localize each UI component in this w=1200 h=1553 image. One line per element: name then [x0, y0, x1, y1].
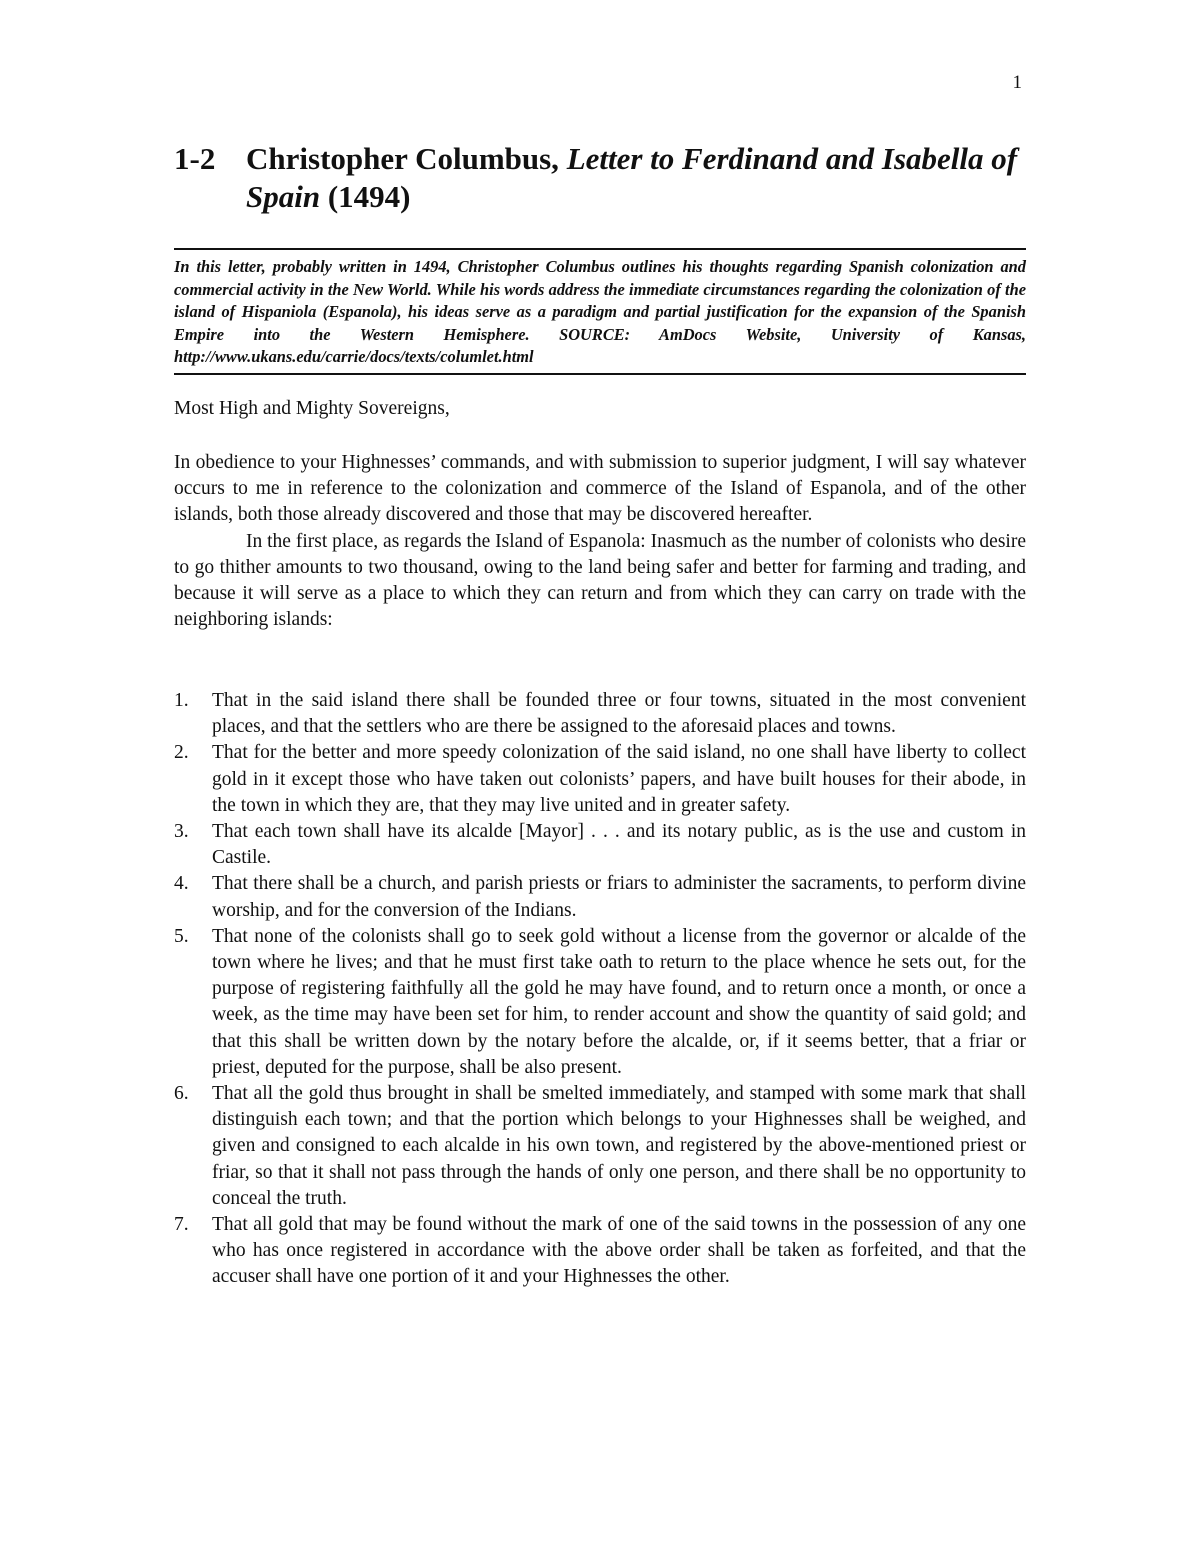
title-year: (1494): [327, 179, 411, 214]
page-number: 1: [1012, 72, 1022, 93]
title-number: 1-2: [174, 141, 216, 176]
list-item: [174, 819, 1026, 871]
list-item-text: That each town shall have its alcalde [Mayor] . . . and its notary public, as is the use and custom in Castile.: [212, 821, 1026, 869]
list-item-number: 4.: [174, 873, 189, 895]
title-text: [246, 140, 1034, 216]
list-item-text: That all the gold thus brought in shall be smelted immediately, and stamped with some mark that shall distinguish each town; and that the portion which belongs to your Highnesses shall be weighed, and given and consigned to each alcalde in his own town, and registered by the above-mentioned priest or friar, so that it shall not pass through the hands of only one person, and there shall be no opportunity to conceal the truth.: [212, 1083, 1026, 1209]
title-work: Letter to Ferdinand and Isabella of Spain: [246, 141, 1018, 214]
list-item-number: 7.: [174, 1214, 189, 1236]
chapter-title: [174, 140, 1034, 216]
list-item-text: That there shall be a church, and parish priests or friars to administer the sacraments, to perform divine worship, and for the conversion of the Indians.: [212, 873, 1026, 921]
list-item-number: 1.: [174, 690, 189, 711]
list-item-number: 6.: [174, 1083, 189, 1105]
paragraph: In obedience to your Highnesses’ commands, and with submission to superior judgment, I will say whatever occurs to me in reference to the colonization and commerce of the Island of Espanola, and of the other islands, both those already discovered and those that may be discovered hereafter.: [174, 452, 1026, 526]
list-item: [174, 871, 1026, 923]
list-item-number: 5.: [174, 925, 189, 947]
list-item: [174, 924, 1026, 1081]
list-item-number: 2.: [174, 742, 189, 764]
list-item-text: That none of the colonists shall go to seek gold without a license from the governor or alcalde of the town where he lives; and that he must first take oath to return to the place whence he sets out, for the purpose of registering faithfully all the gold he may have found, and to return once a month, or once a week, as the time may have been set for him, to render account and show the quantity of said gold; and that this shall be written down by the notary before the alcalde, or, if it seems better, that a friar or priest, deputed for the purpose, shall be also present.: [212, 925, 1026, 1078]
list-item: [174, 1212, 1026, 1291]
list-item-text: That for the better and more speedy colonization of the said island, no one shall have liberty to collect gold in it except those who have taken out colonists’ papers, and have built houses for their abode, in the town in which they are, that they may live united and in greater safety.: [212, 742, 1026, 816]
letter-body: [174, 450, 1026, 633]
list-item-text: That in the said island there shall be founded three or four towns, situated in the most convenient places, and that the settlers who are there be assigned to the aforesaid places and towns.: [212, 690, 1026, 738]
numbered-list: [174, 688, 1026, 1291]
list-item: [174, 740, 1026, 819]
list-item-number: 3.: [174, 821, 189, 843]
paragraph: In the first place, as regards the Island of Espanola: Inasmuch as the number of colonists who desire to go thither amounts to two thousand, owing to the land being safer and better for farming and trading, and because it will serve as a place to which they can return and from which they can carry on trade with the neighboring islands:: [174, 530, 1026, 631]
list-item-text: That all gold that may be found without the mark of one of the said towns in the possession of any one who has once registered in accordance with the above order shall be taken as forfeited, and that the accuser shall have one portion of it and your Highnesses the other.: [212, 1214, 1026, 1288]
title-author: Christopher Columbus,: [246, 141, 559, 176]
list-item: [174, 688, 1026, 740]
letter-salutation: Most High and Mighty Sovereigns,: [174, 398, 450, 419]
abstract-box: In this letter, probably written in 1494, Christopher Columbus outlines his thoughts regarding Spanish colonization and commercial activity in the New World. While his words address the immediate circumstances regarding the colonization of the island of Hispaniola (Espanola), his ideas serve as a paradigm and partial justification for the expansion of the Spanish Empire into the Western Hemisphere. SOURCE: AmDocs Website, University of Kansas, http://www.ukans.edu/carrie/docs/texts/columlet.html: [174, 248, 1026, 375]
list-item: [174, 1081, 1026, 1212]
